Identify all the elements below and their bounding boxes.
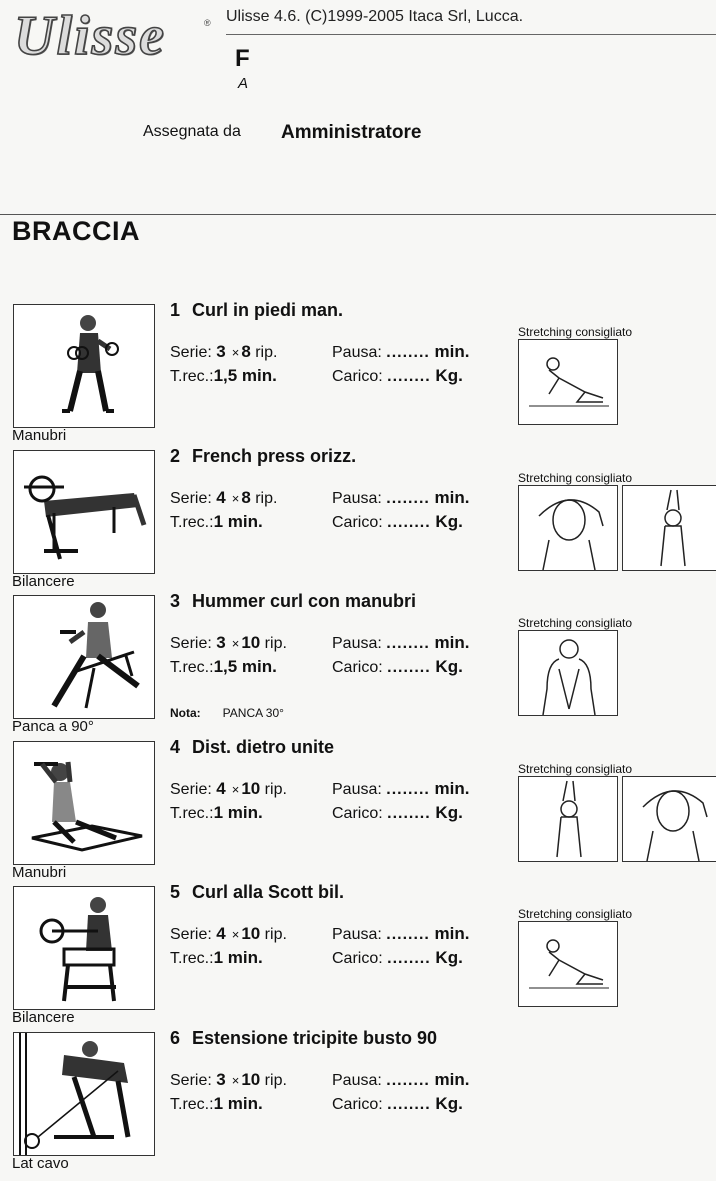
stretch-image xyxy=(518,921,618,1007)
rest-value: 1 min. xyxy=(213,512,263,531)
pausa-unit: min. xyxy=(429,1070,470,1089)
overhead-arm-stretch-icon xyxy=(519,486,617,570)
ulisse-logo: Ulisse xyxy=(14,5,166,67)
pausa-label: Pausa: xyxy=(332,1072,387,1089)
times-sign: × xyxy=(231,345,240,360)
pausa-blank: ........ xyxy=(386,635,430,652)
exercise-number: 6 xyxy=(170,1028,181,1048)
rip-label: rip. xyxy=(250,490,278,507)
carico-row xyxy=(332,657,463,677)
header-letter-a: A xyxy=(238,75,249,92)
pausa-unit: min. xyxy=(429,924,470,943)
assigned-by-label: Assegnata da xyxy=(143,123,241,140)
exercise-image xyxy=(13,886,155,1010)
stretch-image xyxy=(518,485,618,571)
exercise-equipment: Lat cavo xyxy=(12,1155,69,1172)
lying-stretch-icon xyxy=(519,922,617,1006)
exercise-number: 3 xyxy=(170,591,181,611)
times-sign: × xyxy=(231,927,240,942)
lying-stretch-icon xyxy=(519,340,617,424)
reps-value: 10 xyxy=(241,633,261,652)
exercise-image xyxy=(13,304,155,428)
serie-label: Serie: xyxy=(170,344,217,361)
arms-up-stretch-icon xyxy=(623,486,716,570)
exercise-equipment: Manubri xyxy=(12,864,67,881)
reps-value: 10 xyxy=(241,779,261,798)
exercise-image xyxy=(13,741,155,865)
reps-value: 10 xyxy=(241,924,261,943)
carico-label: Carico: xyxy=(332,950,388,967)
carico-blank: ........ xyxy=(387,1096,431,1113)
header-divider xyxy=(226,34,716,35)
exercise-sets-row xyxy=(170,779,287,799)
seated-curl-icon xyxy=(14,596,154,718)
exercise-title xyxy=(170,1028,437,1049)
carico-blank: ........ xyxy=(387,514,431,531)
rest-row xyxy=(170,803,263,823)
exercise-image xyxy=(13,595,155,719)
carico-unit: Kg. xyxy=(430,366,463,385)
exercise-equipment: Panca a 90° xyxy=(12,718,94,735)
exercise-name: Dist. dietro unite xyxy=(192,737,335,757)
overhead-arm-stretch-icon xyxy=(623,777,716,861)
rest-value: 1,5 min. xyxy=(213,366,277,385)
stretching-label: Stretching consigliato xyxy=(518,325,633,339)
stretching-label: Stretching consigliato xyxy=(518,907,633,921)
exercise-name: Hummer curl con manubri xyxy=(192,591,417,611)
carico-unit: Kg. xyxy=(430,657,463,676)
section-title: BRACCIA xyxy=(12,216,140,246)
rest-row xyxy=(170,1094,263,1114)
pausa-unit: min. xyxy=(429,488,470,507)
exercise-name: Estensione tricipite busto 90 xyxy=(192,1028,438,1048)
serie-label: Serie: xyxy=(170,926,217,943)
stretch-image xyxy=(518,776,618,862)
exercise-equipment: Bilancere xyxy=(12,1009,75,1026)
exercise-title xyxy=(170,882,344,903)
registered-mark: ® xyxy=(204,18,211,28)
carico-label: Carico: xyxy=(332,805,388,822)
rip-label: rip. xyxy=(260,781,287,798)
sets-value: 3 xyxy=(216,633,226,652)
carico-blank: ........ xyxy=(387,950,431,967)
note-label: Nota: xyxy=(170,706,201,720)
rest-value: 1 min. xyxy=(213,948,263,967)
trec-label: T.rec.: xyxy=(170,805,214,822)
exercise-sets-row xyxy=(170,924,287,944)
carico-row xyxy=(332,366,463,386)
carico-unit: Kg. xyxy=(430,948,463,967)
rip-label: rip. xyxy=(260,926,287,943)
stretching-label: Stretching consigliato xyxy=(518,762,633,776)
exercise-title xyxy=(170,300,343,321)
pausa-unit: min. xyxy=(429,342,470,361)
pausa-blank: ........ xyxy=(386,490,430,507)
rest-row xyxy=(170,657,277,677)
exercise-sets-row xyxy=(170,342,277,362)
serie-label: Serie: xyxy=(170,490,217,507)
carico-unit: Kg. xyxy=(430,1094,463,1113)
arms-up-stretch-icon xyxy=(519,777,617,861)
trec-label: T.rec.: xyxy=(170,368,214,385)
pausa-label: Pausa: xyxy=(332,344,387,361)
note-text: PANCA 30° xyxy=(222,706,284,720)
rest-row xyxy=(170,512,263,532)
trec-label: T.rec.: xyxy=(170,659,214,676)
pausa-unit: min. xyxy=(429,779,470,798)
carico-label: Carico: xyxy=(332,514,388,531)
times-sign: × xyxy=(231,491,240,506)
sets-value: 3 xyxy=(216,342,226,361)
pausa-blank: ........ xyxy=(386,344,430,361)
carico-row xyxy=(332,1094,463,1114)
reps-value: 10 xyxy=(241,1070,261,1089)
pausa-row xyxy=(332,488,470,508)
back-arm-stretch-icon xyxy=(519,631,617,715)
times-sign: × xyxy=(231,636,240,651)
carico-blank: ........ xyxy=(387,805,431,822)
carico-unit: Kg. xyxy=(430,512,463,531)
exercise-title xyxy=(170,737,334,758)
pausa-label: Pausa: xyxy=(332,926,387,943)
stretch-image xyxy=(518,339,618,425)
pausa-label: Pausa: xyxy=(332,781,387,798)
overhead-extension-icon xyxy=(14,742,154,864)
exercise-equipment: Bilancere xyxy=(12,573,75,590)
trec-label: T.rec.: xyxy=(170,950,214,967)
times-sign: × xyxy=(231,782,240,797)
rip-label: rip. xyxy=(260,1072,287,1089)
stretching-label: Stretching consigliato xyxy=(518,471,633,485)
carico-row xyxy=(332,803,463,823)
stretch-image xyxy=(622,776,716,862)
pausa-row xyxy=(332,342,470,362)
section-divider xyxy=(0,214,716,215)
pausa-row xyxy=(332,924,470,944)
sets-value: 4 xyxy=(216,779,226,798)
exercise-image xyxy=(13,1032,155,1156)
pausa-label: Pausa: xyxy=(332,490,387,507)
exercise-number: 5 xyxy=(170,882,181,902)
carico-label: Carico: xyxy=(332,659,388,676)
exercise-title xyxy=(170,591,416,612)
reps-value: 8 xyxy=(241,488,251,507)
bench-press-icon xyxy=(14,451,154,573)
app-info: Ulisse 4.6. (C)1999-2005 Itaca Srl, Lucca. xyxy=(226,8,524,25)
exercise-number: 2 xyxy=(170,446,181,466)
carico-row xyxy=(332,948,463,968)
exercise-name: Curl in piedi man. xyxy=(192,300,344,320)
carico-row xyxy=(332,512,463,532)
exercise-note xyxy=(170,706,284,720)
carico-label: Carico: xyxy=(332,1096,388,1113)
rest-row xyxy=(170,948,263,968)
exercise-name: French press orizz. xyxy=(192,446,357,466)
serie-label: Serie: xyxy=(170,781,217,798)
reps-value: 8 xyxy=(241,342,251,361)
exercise-image xyxy=(13,450,155,574)
exercise-equipment: Manubri xyxy=(12,427,67,444)
exercise-number: 4 xyxy=(170,737,181,757)
sets-value: 4 xyxy=(216,924,226,943)
pausa-blank: ........ xyxy=(386,1072,430,1089)
trec-label: T.rec.: xyxy=(170,1096,214,1113)
pausa-row xyxy=(332,1070,470,1090)
times-sign: × xyxy=(231,1073,240,1088)
rip-label: rip. xyxy=(250,344,278,361)
exercise-sets-row xyxy=(170,488,277,508)
sets-value: 3 xyxy=(216,1070,226,1089)
pausa-label: Pausa: xyxy=(332,635,387,652)
header-letter-f: F xyxy=(235,45,250,72)
assigned-by-value: Amministratore xyxy=(281,122,422,143)
stretching-label: Stretching consigliato xyxy=(518,616,633,630)
stretch-image xyxy=(518,630,618,716)
pausa-row xyxy=(332,779,470,799)
rest-value: 1 min. xyxy=(213,1094,263,1113)
scott-curl-icon xyxy=(14,887,154,1009)
exercise-title xyxy=(170,446,356,467)
stretch-image xyxy=(622,485,716,571)
sets-value: 4 xyxy=(216,488,226,507)
serie-label: Serie: xyxy=(170,635,217,652)
cable-extension-icon xyxy=(14,1033,154,1155)
standing-curl-icon xyxy=(14,305,154,427)
pausa-unit: min. xyxy=(429,633,470,652)
carico-blank: ........ xyxy=(387,368,431,385)
rest-row xyxy=(170,366,277,386)
pausa-blank: ........ xyxy=(386,781,430,798)
carico-blank: ........ xyxy=(387,659,431,676)
exercise-number: 1 xyxy=(170,300,181,320)
carico-label: Carico: xyxy=(332,368,388,385)
rip-label: rip. xyxy=(260,635,287,652)
exercise-sets-row xyxy=(170,1070,287,1090)
pausa-row xyxy=(332,633,470,653)
exercise-name: Curl alla Scott bil. xyxy=(192,882,345,902)
rest-value: 1 min. xyxy=(213,803,263,822)
trec-label: T.rec.: xyxy=(170,514,214,531)
carico-unit: Kg. xyxy=(430,803,463,822)
exercise-sets-row xyxy=(170,633,287,653)
rest-value: 1,5 min. xyxy=(213,657,277,676)
pausa-blank: ........ xyxy=(386,926,430,943)
serie-label: Serie: xyxy=(170,1072,217,1089)
